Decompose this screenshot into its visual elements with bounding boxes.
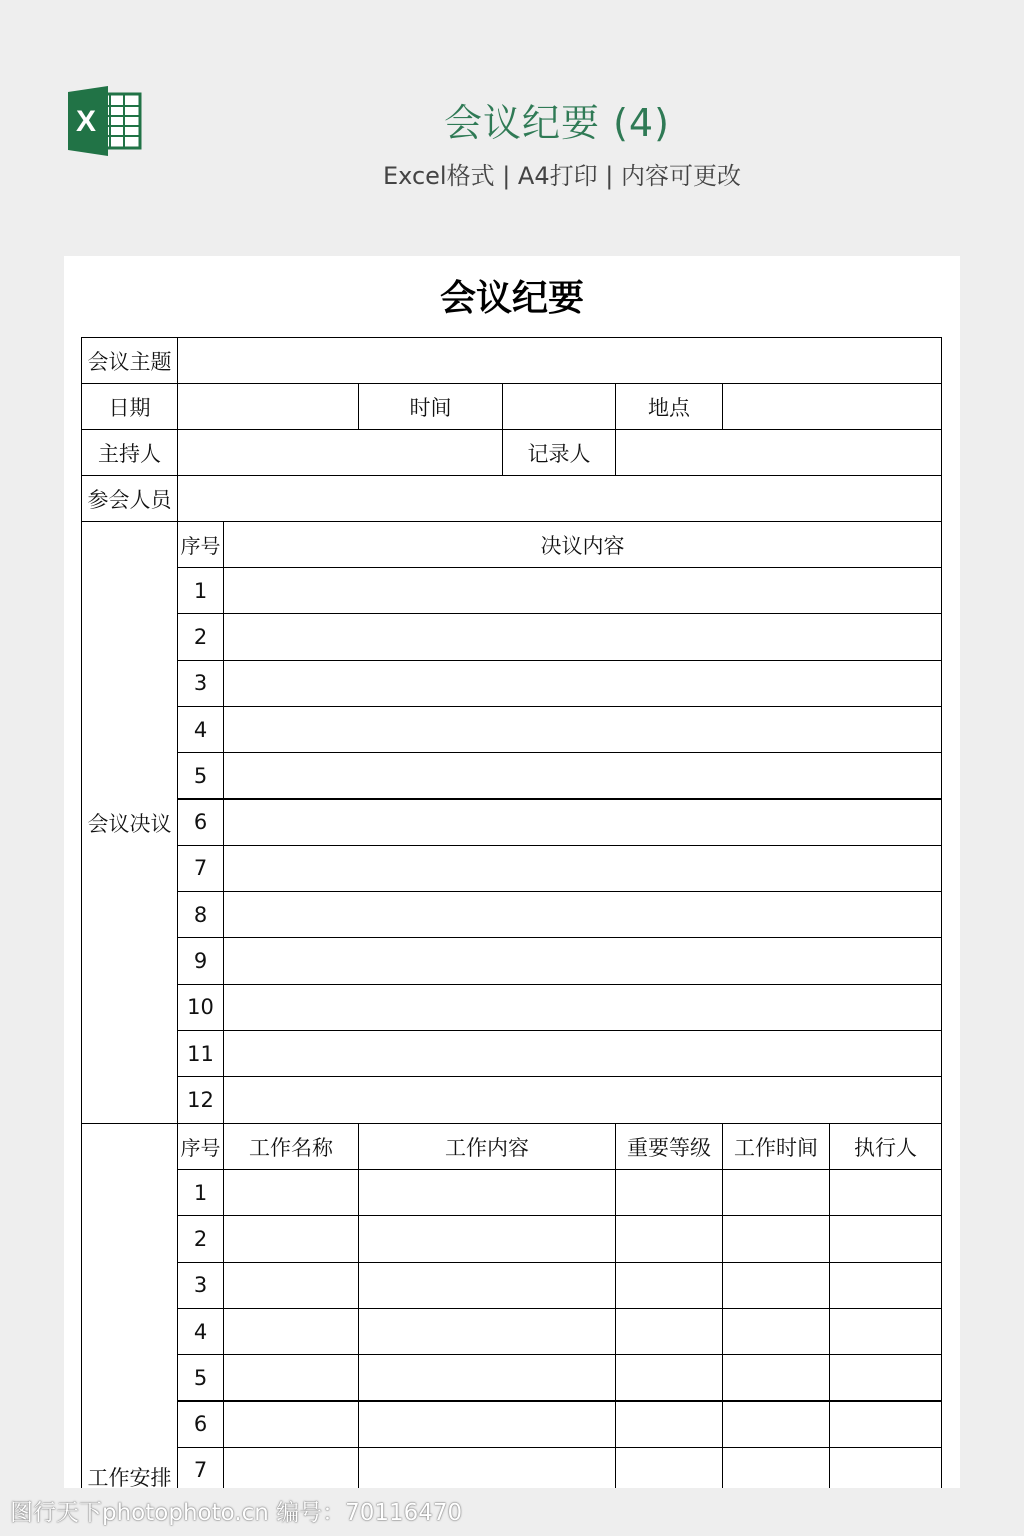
work-content-cell[interactable] [358, 1308, 616, 1355]
time-label: 时间 [358, 383, 503, 430]
resolution-content-cell[interactable] [223, 752, 942, 799]
resolution-content-cell[interactable] [223, 984, 942, 1031]
resolution-no-header: 序号 [177, 521, 224, 568]
work-row-number: 5 [177, 1354, 224, 1401]
location-label: 地点 [615, 383, 723, 430]
excel-letter: X [75, 105, 97, 138]
work-row-number: 7 [177, 1447, 224, 1488]
resolution-content-cell[interactable] [223, 891, 942, 938]
work-name-cell[interactable] [223, 1401, 359, 1448]
work-row-number: 1 [177, 1169, 224, 1216]
resolution-row-number: 5 [177, 752, 224, 799]
work-priority-header: 重要等级 [615, 1123, 723, 1170]
work-name-cell[interactable] [223, 1308, 359, 1355]
recorder-field[interactable] [615, 429, 942, 476]
work-time-cell[interactable] [722, 1354, 830, 1401]
host-field[interactable] [177, 429, 503, 476]
work-name-header: 工作名称 [223, 1123, 359, 1170]
topic-label: 会议主题 [81, 337, 178, 384]
work-content-cell[interactable] [358, 1447, 616, 1488]
resolution-content-cell[interactable] [223, 799, 942, 846]
work-time-cell[interactable] [722, 1447, 830, 1488]
recorder-label: 记录人 [502, 429, 616, 476]
work-executor-cell[interactable] [829, 1169, 942, 1216]
attendees-field[interactable] [177, 475, 942, 522]
document-sheet [64, 256, 960, 1488]
work-content-cell[interactable] [358, 1169, 616, 1216]
resolution-row-number: 12 [177, 1076, 224, 1123]
resolution-row-number: 11 [177, 1030, 224, 1077]
work-executor-cell[interactable] [829, 1447, 942, 1488]
resolution-content-cell[interactable] [223, 706, 942, 753]
resolution-content-cell[interactable] [223, 1076, 942, 1123]
work-row-number: 2 [177, 1215, 224, 1262]
work-priority-cell[interactable] [615, 1401, 723, 1448]
attendees-label: 参会人员 [81, 475, 178, 522]
resolution-content-header: 决议内容 [223, 521, 942, 568]
time-field[interactable] [502, 383, 616, 430]
resolution-row-number: 6 [177, 799, 224, 846]
work-name-cell[interactable] [223, 1215, 359, 1262]
work-content-cell[interactable] [358, 1215, 616, 1262]
work-executor-cell[interactable] [829, 1401, 942, 1448]
resolution-content-cell[interactable] [223, 937, 942, 984]
resolution-content-cell[interactable] [223, 613, 942, 660]
resolution-content-cell[interactable] [223, 567, 942, 614]
work-time-header: 工作时间 [722, 1123, 830, 1170]
location-field[interactable] [722, 383, 942, 430]
work-time-cell[interactable] [722, 1169, 830, 1216]
resolution-row-number: 9 [177, 937, 224, 984]
host-label: 主持人 [81, 429, 178, 476]
work-name-cell[interactable] [223, 1262, 359, 1309]
resolution-row-number: 10 [177, 984, 224, 1031]
page-title: 会议纪要 (4) [444, 101, 670, 145]
work-priority-cell[interactable] [615, 1308, 723, 1355]
resolutions-label: 会议决议 [81, 521, 178, 1124]
work-priority-cell[interactable] [615, 1447, 723, 1488]
work-executor-cell[interactable] [829, 1262, 942, 1309]
work-priority-cell[interactable] [615, 1169, 723, 1216]
work-executor-cell[interactable] [829, 1308, 942, 1355]
meeting-table [64, 256, 960, 1488]
topic-field[interactable] [177, 337, 942, 384]
work-name-cell[interactable] [223, 1447, 359, 1488]
work-row-number: 6 [177, 1401, 224, 1448]
work-content-cell[interactable] [358, 1354, 616, 1401]
date-field[interactable] [177, 383, 359, 430]
work-name-cell[interactable] [223, 1354, 359, 1401]
document-title: 会议纪要 [439, 278, 584, 319]
work-time-cell[interactable] [722, 1215, 830, 1262]
work-time-cell[interactable] [722, 1401, 830, 1448]
work-row-number: 4 [177, 1308, 224, 1355]
work-row-number: 3 [177, 1262, 224, 1309]
resolution-content-cell[interactable] [223, 845, 942, 892]
date-label: 日期 [81, 383, 178, 430]
resolution-row-number: 3 [177, 660, 224, 707]
resolution-row-number: 8 [177, 891, 224, 938]
work-executor-header: 执行人 [829, 1123, 942, 1170]
work-content-header: 工作内容 [358, 1123, 616, 1170]
resolution-row-number: 1 [177, 567, 224, 614]
work-priority-cell[interactable] [615, 1215, 723, 1262]
work-content-cell[interactable] [358, 1262, 616, 1309]
work-time-cell[interactable] [722, 1308, 830, 1355]
resolution-row-number: 2 [177, 613, 224, 660]
work-priority-cell[interactable] [615, 1262, 723, 1309]
resolution-content-cell[interactable] [223, 660, 942, 707]
work-content-cell[interactable] [358, 1401, 616, 1448]
work-name-cell[interactable] [223, 1169, 359, 1216]
work-executor-cell[interactable] [829, 1354, 942, 1401]
resolution-content-cell[interactable] [223, 1030, 942, 1077]
work-executor-cell[interactable] [829, 1215, 942, 1262]
resolution-row-number: 4 [177, 706, 224, 753]
resolution-row-number: 7 [177, 845, 224, 892]
work-time-cell[interactable] [722, 1262, 830, 1309]
work-priority-cell[interactable] [615, 1354, 723, 1401]
watermark: 图行天下photophoto.cn 编号：70116470 [10, 1500, 463, 1526]
work-plan-label: 工作安排 [81, 1123, 178, 1488]
page-subtitle: Excel格式 | A4打印 | 内容可更改 [383, 162, 741, 190]
work-no-header: 序号 [177, 1123, 224, 1170]
